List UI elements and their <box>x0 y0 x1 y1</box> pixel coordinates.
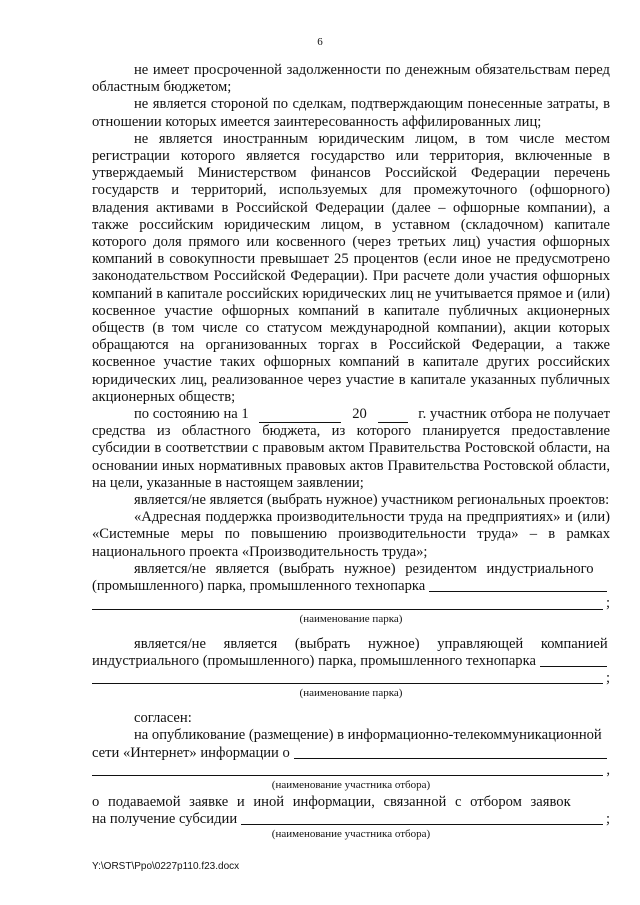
consent-subsidy-field[interactable] <box>241 812 603 825</box>
management-park-field[interactable] <box>540 654 607 667</box>
management-end: ; <box>605 669 610 686</box>
consent-heading: согласен: <box>134 710 192 727</box>
consent-text-3: о подаваемой заявке и иной информации, связанной с отбором заявок <box>92 793 571 810</box>
consent-text-1: на опубликование (размещение) в информационно-телекоммуникационной <box>134 727 602 744</box>
document-body <box>92 62 610 851</box>
resident-line-2 <box>92 578 610 595</box>
paragraph-regional-projects: является/не является (выбрать нужное) участником региональных проектов: <box>134 492 610 509</box>
management-text-2: индустриального (промышленного) парка, промышленного технопарка <box>92 652 536 669</box>
resident-text-1: является/не является (выбрать нужное) резидентом индустриального <box>134 560 594 577</box>
consent-line-2 <box>92 745 610 762</box>
consent-line-2b <box>92 762 610 779</box>
management-line-3 <box>92 670 610 687</box>
consent-line-4 <box>92 811 610 828</box>
management-line-1 <box>92 636 610 653</box>
resident-park-field-cont[interactable] <box>92 597 603 610</box>
consent-heading-line <box>92 710 610 727</box>
management-caption: (наименование парка) <box>299 687 403 700</box>
consent-text-4: на получение субсидии <box>92 811 238 828</box>
date-clause-line <box>92 406 610 423</box>
paragraph-offshore: не является иностранным юридическим лицом, в том числе местом регистрации которого является государство или территория, включенные в утверждаемый Министерством финансов Российской Федерации перечень государств и территорий, используемых для промежуточного (офшорного) владения активами в Российской Федерации (далее – офшорные компании), а также российским юридическим лицом, в уставном (складочном) капитале которого доля прямого или косвенного (через третьих лиц) участия офшорных компаний в совокупности превышает 25 процентов (если иное не предусмотрено законодательством Российской Федерации). При расчете доли участия офшорных компаний в капитале российских юридических лиц не учитывается прямое и (или) косвенное участие офшорных компаний в капитале публичных акционерных обществ (в том числе со статусом международной компании), акции которых обращаются на организованных торгах в Российской Федерации, а также косвенное участие таких офшорных компаний в капитале других российских юридических лиц, реализованное через участие в капитале указанных публичных акционерных обществ; <box>92 130 610 405</box>
date-year-prefix: 20 <box>352 406 367 423</box>
consent-caption-2: (наименование участника отбора) <box>271 828 431 841</box>
consent-participant-field-cont[interactable] <box>92 763 603 776</box>
management-text-1: является/не является (выбрать нужное) управляющей компанией <box>134 635 608 652</box>
management-line-2 <box>92 653 610 670</box>
date-suffix: г. участник отбора не получает <box>418 406 610 423</box>
consent-line-3 <box>92 794 610 811</box>
date-prefix: по состоянию на 1 <box>134 406 249 423</box>
resident-text-2: (промышленного) парка, промышленного технопарка <box>92 578 426 595</box>
paragraph-no-debt: не имеет просроченной задолженности по денежным обязательствам перед областным бюджетом; <box>92 62 610 96</box>
date-year-blank[interactable] <box>378 411 408 423</box>
resident-line-3 <box>92 595 610 612</box>
consent-line-1 <box>92 727 610 744</box>
management-park-field-cont[interactable] <box>92 671 603 684</box>
paragraph-no-funds: средства из областного бюджета, из которого планируется предоставление субсидии в соответствии с правовым актом Правительства Ростовской области, на основании иных нормативных правовых актов Правительства Ростовской области, на цели, указанные в настоящем заявлении; <box>92 423 610 491</box>
resident-line-1 <box>92 561 610 578</box>
consent-end: , <box>606 761 610 778</box>
resident-end: ; <box>605 595 610 612</box>
consent-end-2: ; <box>605 811 610 828</box>
date-month-blank[interactable] <box>259 411 341 423</box>
page-number: 6 <box>317 36 323 48</box>
paragraph-project-names: «Адресная поддержка производительности труда на предприятиях» и (или) «Системные меры по повышению производительности труда» – в рамках национального проекта «Производительность труда»; <box>92 509 610 560</box>
resident-caption: (наименование парка) <box>299 612 403 625</box>
consent-participant-field[interactable] <box>294 746 607 759</box>
consent-text-2: сети «Интернет» информации о <box>92 744 290 761</box>
resident-park-field[interactable] <box>429 579 607 592</box>
paragraph-no-affiliated: не является стороной по сделкам, подтверждающим понесенные затраты, в отношении которых имеется заинтересованность аффилированных лиц; <box>92 96 610 130</box>
file-path-footer: Y:\ORST\Ppo\0227p110.f23.docx <box>92 861 240 872</box>
consent-caption-1: (наименование участника отбора) <box>271 778 431 791</box>
